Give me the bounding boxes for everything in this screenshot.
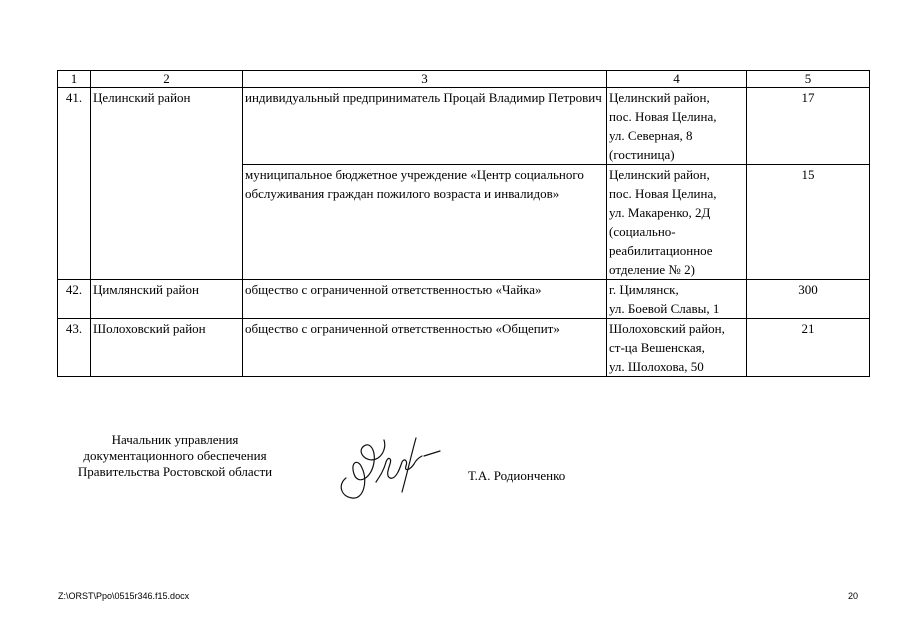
organization-cell: общество с ограниченной ответственностью «Чайка» (243, 280, 607, 319)
capacity-cell: 15 (747, 165, 870, 280)
address-cell (607, 319, 747, 377)
row-number: 42. (58, 280, 91, 319)
signatory-title-line: документационного обеспечения (83, 448, 267, 463)
address-cell (607, 88, 747, 165)
row-number: 41. (58, 88, 91, 280)
handwritten-signature (328, 418, 448, 508)
table-row (58, 319, 870, 377)
organizations-table (57, 70, 870, 377)
footer-file-path: Z:\ORST\Ppo\0515r346.f15.docx (58, 591, 190, 601)
address-line: ул. Боевой Славы, 1 (609, 301, 720, 316)
signatory-title (50, 432, 300, 480)
capacity-cell: 17 (747, 88, 870, 165)
table-header-row (58, 71, 870, 88)
address-cell (607, 165, 747, 280)
address-line: (социально- (609, 224, 676, 239)
address-line: Целинский район, (609, 167, 710, 182)
address-line: ул. Шолохова, 50 (609, 359, 704, 374)
district-cell: Шолоховский район (91, 319, 243, 377)
capacity-cell: 21 (747, 319, 870, 377)
capacity-cell: 300 (747, 280, 870, 319)
col-header-5: 5 (747, 71, 870, 88)
signatory-title-line: Правительства Ростовской области (77, 464, 273, 479)
address-cell (607, 280, 747, 319)
table-row (58, 88, 870, 165)
address-line: отделение № 2) (609, 262, 695, 277)
address-line: ул. Макаренко, 2Д (609, 205, 711, 220)
organization-cell: индивидуальный предприниматель Процай Владимир Петрович (243, 88, 607, 165)
col-header-4: 4 (607, 71, 747, 88)
address-line: г. Цимлянск, (609, 282, 679, 297)
table-row (58, 280, 870, 319)
signatory-title-line: Начальник управления (111, 432, 239, 447)
address-line: пос. Новая Целина, (609, 186, 717, 201)
address-line: реабилитационное (609, 243, 713, 258)
address-line: пос. Новая Целина, (609, 109, 717, 124)
district-cell: Целинский район (91, 88, 243, 280)
organization-cell: общество с ограниченной ответственностью «Общепит» (243, 319, 607, 377)
address-line: (гостиница) (609, 147, 675, 162)
organization-cell: муниципальное бюджетное учреждение «Центр социального обслуживания граждан пожилого возраста и инвалидов» (243, 165, 607, 280)
col-header-2: 2 (91, 71, 243, 88)
district-cell: Цимлянский район (91, 280, 243, 319)
row-number: 43. (58, 319, 91, 377)
page-number: 20 (848, 591, 859, 601)
signatory-name: Т.А. Родионченко (468, 468, 566, 483)
address-line: ул. Северная, 8 (609, 128, 693, 143)
address-line: Целинский район, (609, 90, 710, 105)
address-line: Шолоховский район, (609, 321, 725, 336)
col-header-3: 3 (243, 71, 607, 88)
address-line: ст-ца Вешенская, (609, 340, 705, 355)
col-header-1: 1 (58, 71, 91, 88)
